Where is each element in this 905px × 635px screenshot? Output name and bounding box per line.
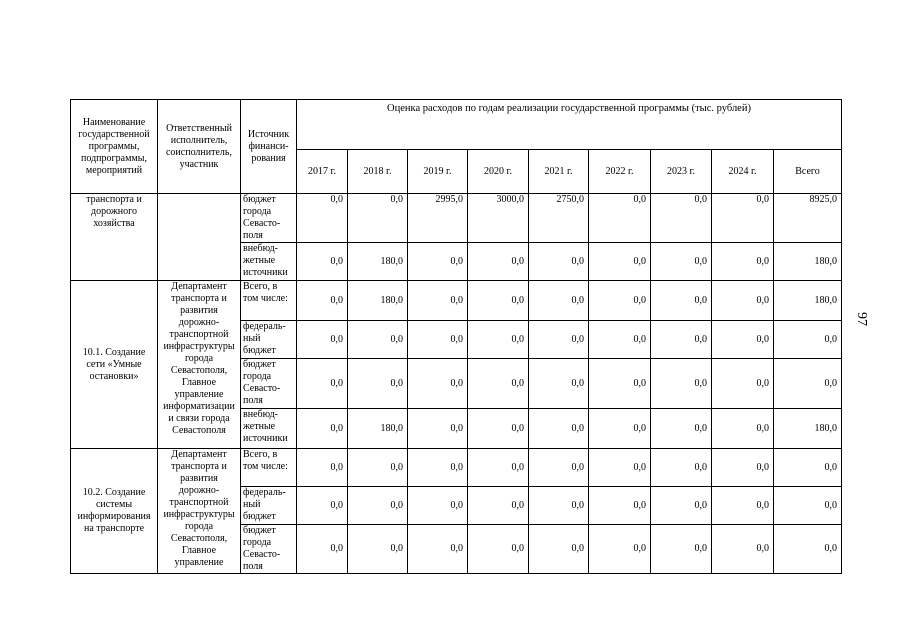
value-cell: 0,0	[651, 194, 712, 243]
total-cell: 0,0	[774, 359, 842, 409]
value-cell: 0,0	[651, 409, 712, 449]
responsible-executor: Департамент транспорта и развития дорожно-транспортной инфраструктуры города Севастополя, Главное управление информатизации и связи города Севастополя	[158, 281, 241, 449]
value-cell: 0,0	[348, 194, 408, 243]
funding-source: бюджет города Севасто-поля	[241, 194, 297, 243]
value-cell: 0,0	[651, 359, 712, 409]
value-cell: 0,0	[348, 449, 408, 487]
page-number: 97	[854, 312, 869, 326]
value-cell: 0,0	[297, 321, 348, 359]
year-header: 2018 г.	[348, 150, 408, 194]
value-cell: 0,0	[348, 359, 408, 409]
value-cell: 0,0	[589, 281, 651, 321]
value-cell: 0,0	[468, 281, 529, 321]
value-cell: 0,0	[651, 525, 712, 574]
value-cell: 3000,0	[468, 194, 529, 243]
total-cell: 0,0	[774, 449, 842, 487]
value-cell: 0,0	[651, 321, 712, 359]
value-cell: 180,0	[348, 243, 408, 281]
funding-source: Всего, в том числе:	[241, 449, 297, 487]
responsible-executor	[158, 194, 241, 281]
value-cell: 0,0	[408, 409, 468, 449]
year-header: 2023 г.	[651, 150, 712, 194]
value-cell: 0,0	[589, 409, 651, 449]
value-cell: 0,0	[408, 449, 468, 487]
funding-source: федераль-ный бюджет	[241, 321, 297, 359]
year-header: 2022 г.	[589, 150, 651, 194]
year-header: 2024 г.	[712, 150, 774, 194]
value-cell: 0,0	[408, 321, 468, 359]
funding-source: внебюд-жетные источники	[241, 243, 297, 281]
year-header: 2019 г.	[408, 150, 468, 194]
value-cell: 0,0	[468, 359, 529, 409]
value-cell: 0,0	[297, 281, 348, 321]
value-cell: 0,0	[408, 487, 468, 525]
value-cell: 0,0	[297, 487, 348, 525]
total-cell: 0,0	[774, 321, 842, 359]
value-cell: 0,0	[589, 321, 651, 359]
header-responsible-col: Ответственный исполнитель, соисполнитель, участник	[158, 100, 241, 194]
value-cell: 0,0	[468, 409, 529, 449]
funding-source: федераль-ный бюджет	[241, 487, 297, 525]
value-cell: 0,0	[468, 449, 529, 487]
value-cell: 0,0	[348, 525, 408, 574]
value-cell: 0,0	[408, 525, 468, 574]
value-cell: 0,0	[297, 359, 348, 409]
value-cell: 0,0	[468, 525, 529, 574]
value-cell: 0,0	[529, 321, 589, 359]
funding-source: Всего, в том числе:	[241, 281, 297, 321]
value-cell: 0,0	[589, 359, 651, 409]
value-cell: 0,0	[651, 449, 712, 487]
value-cell: 2995,0	[408, 194, 468, 243]
value-cell: 0,0	[651, 281, 712, 321]
value-cell: 0,0	[297, 194, 348, 243]
program-name: 10.1. Создание сети «Умные остановки»	[71, 281, 158, 449]
responsible-executor: Департамент транспорта и развития дорожно-транспортной инфраструктуры города Севастополя, Главное управление	[158, 449, 241, 574]
value-cell: 0,0	[529, 487, 589, 525]
value-cell: 0,0	[589, 487, 651, 525]
total-cell: 180,0	[774, 281, 842, 321]
value-cell: 0,0	[589, 194, 651, 243]
value-cell: 0,0	[297, 525, 348, 574]
value-cell: 0,0	[589, 449, 651, 487]
value-cell: 0,0	[408, 359, 468, 409]
funding-source: бюджет города Севасто-поля	[241, 359, 297, 409]
value-cell: 0,0	[297, 409, 348, 449]
value-cell: 0,0	[712, 409, 774, 449]
value-cell: 0,0	[712, 525, 774, 574]
value-cell: 0,0	[468, 321, 529, 359]
funding-source: внебюд-жетные источники	[241, 409, 297, 449]
total-header: Всего	[774, 150, 842, 194]
table-row	[71, 194, 842, 243]
value-cell: 0,0	[529, 449, 589, 487]
value-cell: 0,0	[712, 321, 774, 359]
total-cell: 180,0	[774, 243, 842, 281]
value-cell: 0,0	[529, 281, 589, 321]
value-cell: 0,0	[408, 281, 468, 321]
value-cell: 0,0	[468, 243, 529, 281]
year-header: 2020 г.	[468, 150, 529, 194]
header-name-col: Наименование государственной программы, подпрограммы, мероприятий	[71, 100, 158, 194]
year-header: 2021 г.	[529, 150, 589, 194]
value-cell: 0,0	[712, 359, 774, 409]
header-source-col: Источник финанси-рования	[241, 100, 297, 194]
value-cell: 0,0	[529, 525, 589, 574]
value-cell: 0,0	[589, 243, 651, 281]
budget-table	[70, 99, 842, 574]
value-cell: 0,0	[468, 487, 529, 525]
value-cell: 180,0	[348, 409, 408, 449]
total-cell: 0,0	[774, 487, 842, 525]
total-cell: 180,0	[774, 409, 842, 449]
value-cell: 0,0	[529, 409, 589, 449]
value-cell: 0,0	[712, 243, 774, 281]
value-cell: 0,0	[651, 243, 712, 281]
value-cell: 0,0	[712, 281, 774, 321]
table-row	[71, 281, 842, 321]
value-cell: 0,0	[589, 525, 651, 574]
header-estimate: Оценка расходов по годам реализации государственной программы (тыс. рублей)	[297, 100, 842, 150]
total-cell: 0,0	[774, 525, 842, 574]
value-cell: 0,0	[297, 243, 348, 281]
value-cell: 0,0	[297, 449, 348, 487]
value-cell: 0,0	[348, 321, 408, 359]
program-name: 10.2. Создание системы информирования на транспорте	[71, 449, 158, 574]
value-cell: 0,0	[408, 243, 468, 281]
value-cell: 0,0	[529, 243, 589, 281]
total-cell: 8925,0	[774, 194, 842, 243]
value-cell: 0,0	[651, 487, 712, 525]
value-cell: 0,0	[712, 194, 774, 243]
funding-source: бюджет города Севасто-поля	[241, 525, 297, 574]
program-name: транспорта и дорожного хозяйства	[71, 194, 158, 281]
value-cell: 0,0	[712, 487, 774, 525]
value-cell: 0,0	[529, 359, 589, 409]
value-cell: 180,0	[348, 281, 408, 321]
table-row	[71, 449, 842, 487]
value-cell: 0,0	[348, 487, 408, 525]
year-header: 2017 г.	[297, 150, 348, 194]
value-cell: 2750,0	[529, 194, 589, 243]
value-cell: 0,0	[712, 449, 774, 487]
